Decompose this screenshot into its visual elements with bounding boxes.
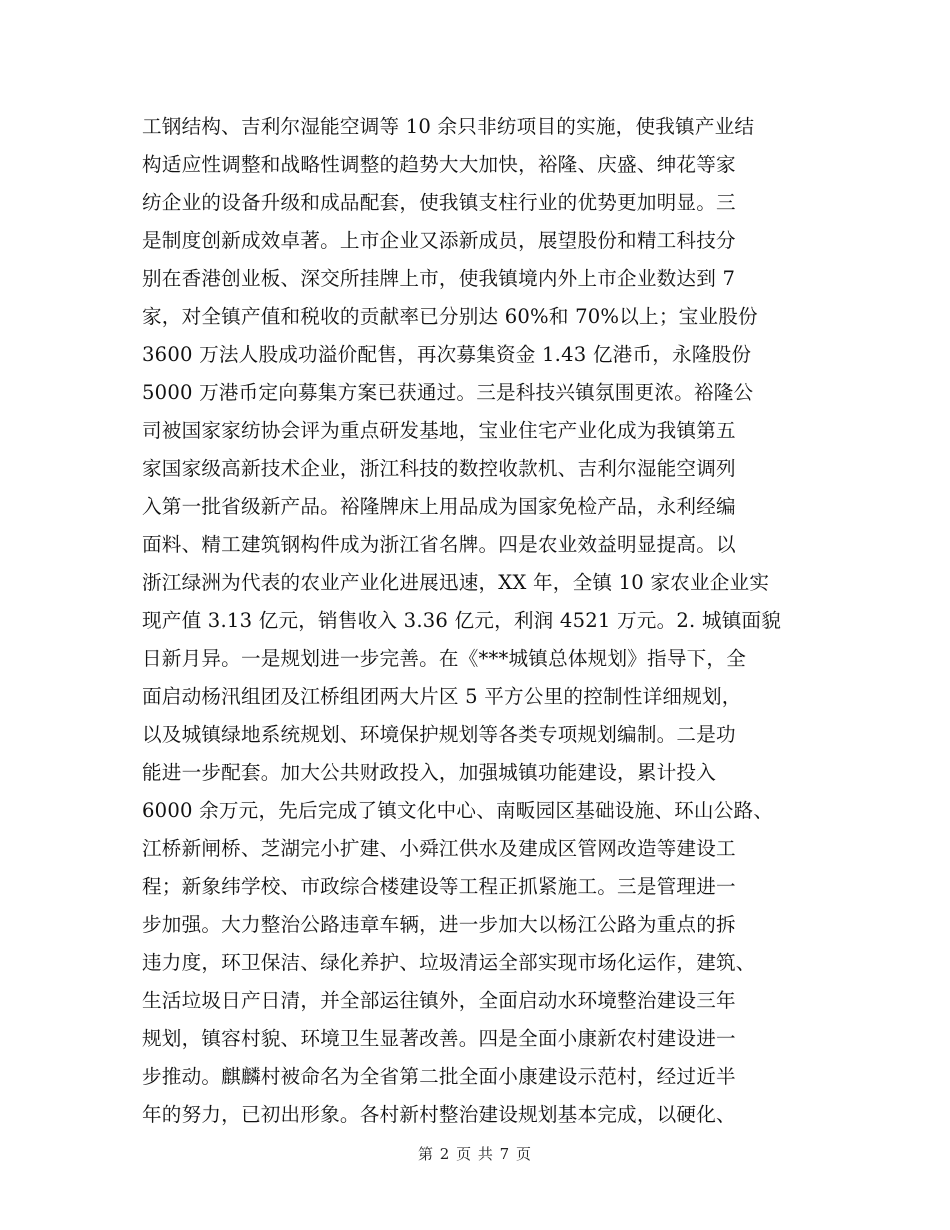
text-line: 入第一批省级新产品。裕隆牌床上用品成为国家免检产品，永利经编: [142, 495, 736, 518]
text-line: 规划，镇容村貌、环境卫生显著改善。四是全面小康新农村建设进一: [142, 1027, 736, 1050]
text-line: 构适应性调整和战略性调整的趋势大大加快，裕隆、庆盛、绅花等家: [142, 153, 736, 176]
text-line: 工钢结构、吉利尔湿能空调等 10 余只非纺项目的实施，使我镇产业结: [142, 115, 755, 138]
text-line: 以及城镇绿地系统规划、环境保护规划等各类专项规划编制。二是功: [142, 723, 736, 746]
text-line: 日新月异。一是规划进一步完善。在《***城镇总体规划》指导下，全: [142, 647, 747, 670]
text-line: 是制度创新成效卓著。上市企业又添新成员，展望股份和精工科技分: [142, 229, 736, 252]
text-line: 3600 万法人股成功溢价配售，再次募集资金 1.43 亿港币，永隆股份: [142, 343, 752, 366]
text-line: 面启动杨汛组团及江桥组团两大片区 5 平方公里的控制性详细规划，: [142, 685, 742, 708]
text-line: 5000 万港币定向募集方案已获通过。三是科技兴镇氛围更浓。裕隆公: [142, 381, 754, 404]
text-line: 江桥新闸桥、芝湖完小扩建、小舜江供水及建成区管网改造等建设工: [142, 837, 736, 860]
text-line: 家，对全镇产值和税收的贡献率已分别达 60%和 70%以上；宝业股份: [142, 305, 758, 328]
text-line: 能进一步配套。加大公共财政投入，加强城镇功能建设，累计投入: [142, 761, 717, 784]
text-line: 别在香港创业板、深交所挂牌上市，使我镇境内外上市企业数达到 7: [142, 267, 736, 290]
text-line: 违力度，环卫保洁、绿化养护、垃圾清运全部实现市场化运作，建筑、: [142, 951, 756, 974]
text-line: 家国家级高新技术企业，浙江科技的数控收款机、吉利尔湿能空调列: [142, 457, 736, 480]
text-line: 生活垃圾日产日清，并全部运往镇外，全面启动水环境整治建设三年: [142, 989, 736, 1012]
text-line: 司被国家家纺协会评为重点研发基地，宝业住宅产业化成为我镇第五: [142, 419, 736, 442]
text-line: 现产值 3.13 亿元，销售收入 3.36 亿元，利润 4521 万元。2. 城镇面貌: [142, 609, 782, 632]
text-line: 6000 余万元，先后完成了镇文化中心、南畈园区基础设施、环山公路、: [142, 799, 774, 822]
text-line: 步加强。大力整治公路违章车辆，进一步加大以杨江公路为重点的拆: [142, 913, 736, 936]
text-line: 浙江绿洲为代表的农业产业化进展迅速，XX 年，全镇 10 家农业企业实: [142, 571, 770, 594]
text-line: 程；新象纬学校、市政综合楼建设等工程正抓紧施工。三是管理进一: [142, 875, 736, 898]
text-line: 年的努力，已初出形象。各村新村整治建设规划基本完成，以硬化、: [142, 1103, 736, 1126]
text-line: 面料、精工建筑钢构件成为浙江省名牌。四是农业效益明显提高。以: [142, 533, 736, 556]
text-line: 纺企业的设备升级和成品配套，使我镇支柱行业的优势更加明显。三: [142, 191, 736, 214]
body-text: [142, 108, 822, 1134]
page-footer: 第 2 页 共 7 页: [418, 1145, 532, 1163]
text-line: 步推动。麒麟村被命名为全省第二批全面小康建设示范村，经过近半: [142, 1065, 736, 1088]
